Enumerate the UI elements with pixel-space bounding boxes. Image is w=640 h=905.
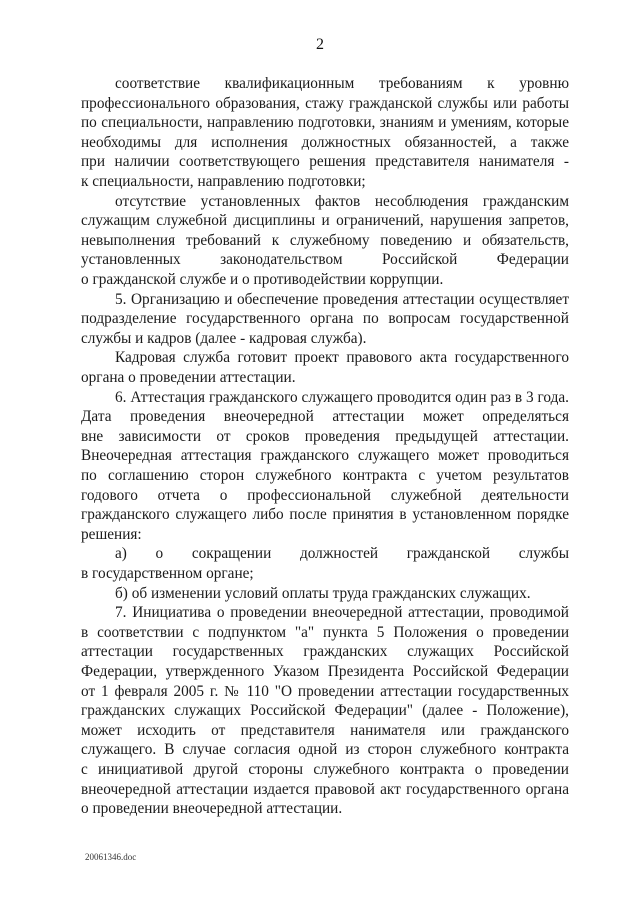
text-line: с инициативой другой стороны служебного контракта о проведении	[81, 761, 569, 778]
text-line: Кадровая служба готовит проект правового акта государственного	[115, 349, 569, 367]
text-line: Дата проведения внеочередной аттестации может определяться	[81, 408, 569, 426]
text-line: подразделение государственного органа по вопросам государственной	[81, 310, 569, 328]
text-line: в соответствии с подпунктом "а" пункта 5 Положения о проведении	[81, 623, 569, 641]
text-line: по специальности, направлению подготовки, знаниям и умениям, которые	[81, 114, 569, 132]
text-line: по соглашению сторон служебного контракта с учетом результатов	[81, 467, 569, 484]
text-line: может исходить от представителя нанимателя или гражданского	[81, 721, 569, 739]
text-line: при наличии соответствующего решения представителя нанимателя -	[81, 153, 569, 171]
text-line: невыполнения требований к служебному поведению и обязательств,	[81, 231, 569, 249]
text-line: профессионального образования, стажу гражданской службы или работы	[81, 94, 569, 112]
text-line: к специальности, направлению подготовки;	[81, 173, 366, 190]
text-line: 6. Аттестация гражданского служащего проводится один раз в 3 года.	[115, 388, 569, 406]
text-line: органа о проведении аттестации.	[81, 369, 296, 386]
text-line: гражданских служащих Российской Федерации" (далее - Положение),	[81, 702, 569, 720]
footer-filename: 20061346.doc	[85, 852, 137, 862]
text-line: о проведении внеочередной аттестации.	[81, 800, 343, 818]
page-number: 2	[316, 36, 324, 53]
text-line: в государственном органе;	[81, 565, 254, 582]
text-line: вне зависимости от сроков проведения предыдущей аттестации.	[81, 427, 569, 445]
text-line: службы и кадров (далее - кадровая служба).	[81, 329, 367, 347]
text-line: Федерации, утвержденного Указом Президента Российской Федерации	[81, 663, 569, 680]
text-line: б) об изменении условий оплаты труда гражданских служащих.	[115, 584, 531, 602]
text-line: гражданского служащего либо после принятия в установленном порядке	[81, 506, 569, 524]
text-line: решения:	[81, 525, 142, 543]
text-line: установленных законодательством Российской Федерации	[81, 251, 569, 269]
text-line: Внеочередная аттестация гражданского служащего может проводиться	[81, 447, 569, 465]
text-line: а) о сокращении должностей гражданской службы	[115, 545, 569, 563]
text-line: аттестации государственных гражданских служащих Российской	[81, 643, 569, 661]
text-line: о гражданской службе и о противодействии коррупции.	[81, 271, 444, 288]
text-line: 7. Инициатива о проведении внеочередной аттестации, проводимой	[115, 604, 569, 622]
text-line: отсутствие установленных фактов несоблюдения гражданским	[115, 192, 569, 210]
text-line: от 1 февраля 2005 г. № 110 "О проведении аттестации государственных	[81, 682, 569, 700]
text-line: служащего. В случае согласия одной из сторон служебного контракта	[81, 741, 569, 759]
text-line: внеочередной аттестации издается правовой акт государственного органа	[81, 780, 569, 798]
text-line: необходимы для исполнения должностных обязанностей, а также	[81, 133, 569, 151]
text-line: соответствие квалификационным требованиям к уровню	[115, 75, 569, 92]
text-line: служащим служебной дисциплины и ограничений, нарушения запретов,	[81, 212, 569, 230]
text-line: годового отчета о профессиональной служебной деятельности	[81, 486, 569, 504]
text-line: 5. Организацию и обеспечение проведения аттестации осуществляет	[115, 290, 569, 308]
